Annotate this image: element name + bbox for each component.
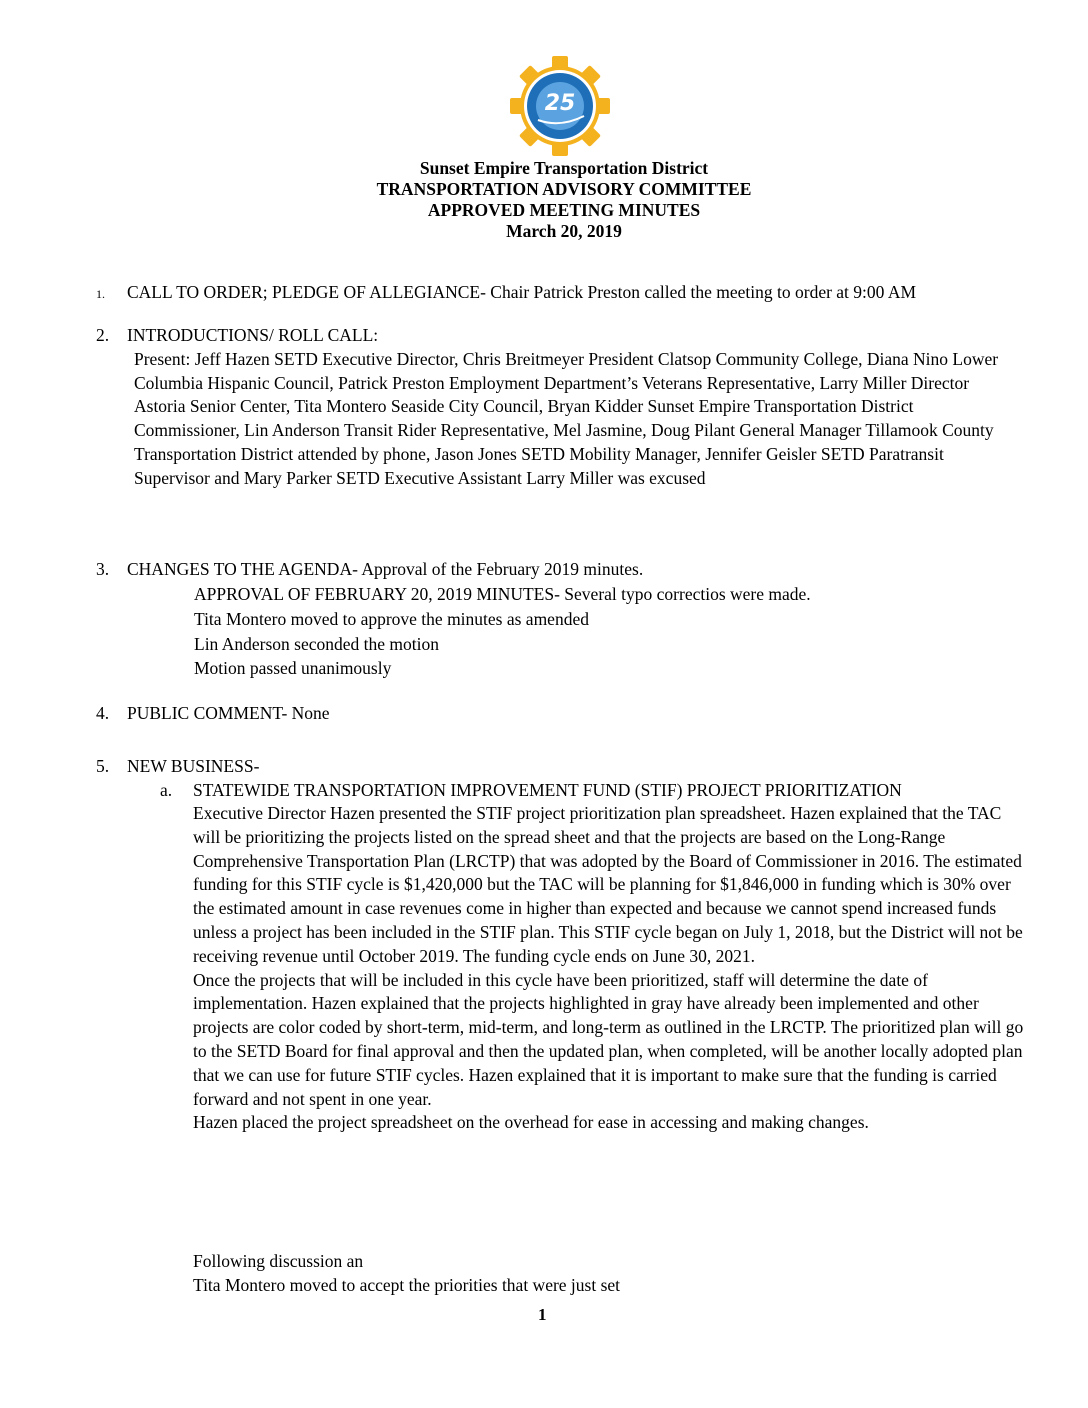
document-header: [0, 158, 1088, 242]
committee-name: TRANSPORTATION ADVISORY COMMITTEE: [376, 179, 752, 199]
section-title: INTRODUCTIONS/ ROLL CALL:: [127, 325, 379, 345]
district-logo: [508, 54, 612, 158]
stif-discussion: [193, 802, 1025, 1135]
discussion-line: Following discussion an: [193, 1251, 364, 1271]
section-number: 4.: [96, 703, 110, 723]
second-line: Lin Anderson seconded the motion: [194, 634, 439, 654]
section-number: 2.: [96, 325, 110, 345]
vote-line: Motion passed unanimously: [194, 658, 392, 678]
meeting-date: March 20, 2019: [506, 221, 622, 241]
section-title: CALL TO ORDER; PLEDGE OF ALLEGIANCE- Chair Patrick Preston called the meeting to order at 9:00 AM: [127, 282, 917, 302]
section-title: PUBLIC COMMENT- None: [127, 703, 330, 723]
roll-call-text: Present: Jeff Hazen SETD Executive Director, Chris Breitmeyer President Clatsop Community College, Diana Nino Lower Columbia Hispanic Council, Patrick Preston Employment Department’s Veterans Representative, Larry Miller Director Astoria Senior Center, Tita Montero Seaside City Council, Bryan Kidder Sunset Empire Transportation District Commissioner, Lin Anderson Transit Rider Representative, Mel Jasmine, Doug Pilant General Manager Tillamook County Transportation District attended by phone, Jason Jones SETD Mobility Manager, Jennifer Geisler SETD Paratransit Supervisor and Mary Parker SETD Executive Assistant Larry Miller was excused: [134, 349, 999, 488]
motion-line: Tita Montero moved to approve the minutes as amended: [194, 609, 589, 629]
section-number: 3.: [96, 559, 110, 579]
paragraph: Executive Director Hazen presented the STIF project prioritization plan spreadsheet. Hazen explained that the TAC will be prioritizing the projects listed on the spread sheet and that the projects are based on the Long-Range Comprehensive Transportation Plan (LRCTP) that was adopted by the Board of Commissioner in 2016. The estimated funding for this STIF cycle is $1,420,000 but the TAC will be planning for $1,846,000 in funding which is 30% over the estimated amount in case revenues come in higher than expected and because we cannot spend increased funds unless a project has been included in the STIF plan. This STIF cycle began on July 1, 2018, but the District will not be receiving revenue until October 2019. The funding cycle ends on June 30, 2021.: [193, 803, 1023, 966]
minutes-approval-line: APPROVAL OF FEBRUARY 20, 2019 MINUTES- Several typo correctios were made.: [194, 584, 811, 604]
section-number: 1.: [96, 287, 105, 301]
paragraph: Hazen placed the project spreadsheet on the overhead for ease in accessing and making changes.: [193, 1112, 869, 1133]
paragraph: Once the projects that will be included in this cycle have been prioritized, staff will determine the date of implementation. Hazen explained that the projects highlighted in gray have already been implemented and other projects are color coded by short-term, mid-term, and long-term as outlined in the LRCTP. The prioritized plan will go to the SETD Board for final approval and then the updated plan, when completed, will be another locally adopted plan that we can use for future STIF cycles. Hazen explained that it is important to make sure that the funding is carried forward and not spent in one year.: [193, 969, 1024, 1109]
section-number: 5.: [96, 756, 110, 776]
svg-text:25: 25: [544, 91, 576, 116]
subsection-label: a.: [160, 780, 173, 800]
motion-line: Tita Montero moved to accept the priorities that were just set: [193, 1275, 621, 1295]
org-name: Sunset Empire Transportation District: [419, 158, 709, 178]
section-title: CHANGES TO THE AGENDA- Approval of the February 2019 minutes.: [127, 559, 644, 579]
subsection-title: STATEWIDE TRANSPORTATION IMPROVEMENT FUND (STIF) PROJECT PRIORITIZATION: [193, 780, 902, 800]
section-title: NEW BUSINESS-: [127, 756, 260, 776]
document-type: APPROVED MEETING MINUTES: [427, 200, 701, 220]
page-number: 1: [538, 1305, 547, 1324]
